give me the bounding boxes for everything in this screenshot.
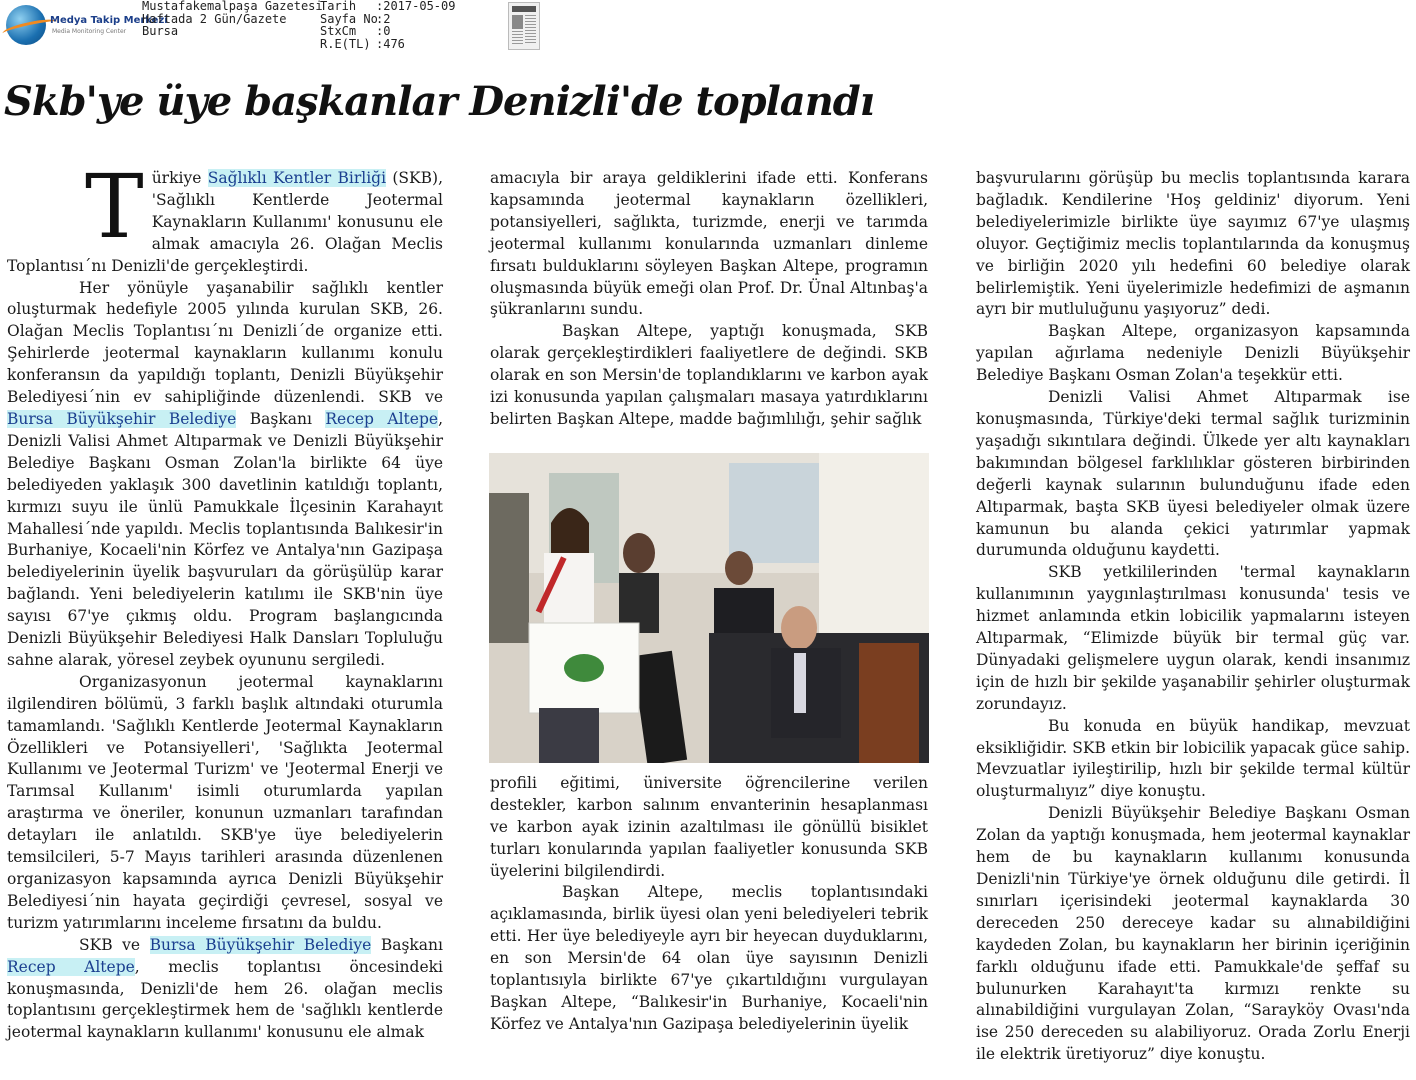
meeting-photo-illustration	[489, 453, 929, 763]
paragraph: Denizli Valisi Ahmet Altıparmak ise konuşmasında, Türkiye'deki termal sağlık turizminin yaşadığı sıkıntılara değindi. Ülkede yer altı kaynakları bakımından bölgesel farklılıklar gösteren birbirinden değerli kaynak sularının bulunduğunu ifade eden Altıparmak, başta SKB üyesi belediyeler olmak üzere kamunun bu alanda çekici yatırımlar yapmak durumunda olduğunu kaydetti.	[976, 388, 1410, 560]
logo-name: Medya Takip Merkezi	[50, 15, 168, 26]
re-row	[320, 38, 455, 51]
paragraph: başvurularını görüşüp bu meclis toplantısında karara bağladık. Kendilerine 'Hoş geldiniz' diyorum. Yeni belediyelerimizle birlikte üye sayımız 67'ye ulaşmış oluyor. Geçtiğimiz meclis toplantılarında da konuşmuş ve birliğin 2020 yılı hedefini 60 belediye olarak belirlemiştik. Yeni üyelerimizle hedefimizi de aşmanın ayrı bir mutluluğunu yaşıyoruz” dedi.	[976, 169, 1410, 319]
page-label: Sayfa No	[320, 11, 378, 26]
highlight-bursa: Bursa Büyükşehir Belediye	[149, 935, 372, 954]
paragraph: Her yönüyle yaşanabilir sağlıklı kentler oluşturmak hedefiyle 2005 yılında kurulan SKB, 26. Olağan Meclis Toplantısı´nı Denizli´de organize etti. Şehirlerde jeotermal kaynakların kullanımı konulu konferansın da yapıldığı toplantı, Denizli Büyükşehir Belediyesi´nin ev sahipliğinde düzenlendi. SKB ve Bursa Büyükşehir Belediye Başkanı Recep Altepe, Denizli Valisi Ahmet Altıparmak ve Denizli Büyükşehir Belediye Başkanı Osman Zolan'la birlikte 64 üye belediyeden yaklaşık 300 davetlinin katıldığı toplantı, kırmızı suyu ile ünlü Pamukkale İlçesinin Karahayıt Mahallesi´nde yapıldı. Meclis toplantısında Balıkesir'in Burhaniye, Kocaeli'nin Körfez ve Antalya'nın Gazipaşa belediyelerinin üyelik başvuruları da görüşülüp karar bağlandı. Yeni belediyelerin katılımı ile SKB'nin üye sayısı 67'ye çıkmış oldu. Program başlangıcında Denizli Büyükşehir Belediyesi Halk Dansları Topluluğu sahne alarak, yöresel zeybek oyununu sergiledi.	[7, 278, 443, 669]
article-photo	[489, 453, 929, 763]
paragraph: amacıyla bir araya geldiklerini ifade etti. Konferans kapsamında jeotermal kaynakların özellikleri, potansiyelleri, sağlıkta, turizmde, enerji ve tarımda jeotermal kullanımı konularında uzmanları dinleme fırsatı bulduklarını söyleyen Başkan Altepe, programın oluşmasında büyük emeği olan Prof. Dr. Ünal Altınbaş'a şükranlarını sundu.	[490, 169, 928, 319]
publication-city: Bursa	[142, 24, 179, 38]
paragraph: SKB ve Bursa Büyükşehir Belediye Başkanı Recep Altepe, meclis toplantısı öncesindeki konuşmasında, Denizli'de hem 26. olağan meclis toplantısını gerçekleştirmek hem de 'sağlıklı kentlerde jeotermal kaynakların kullanımı' konusunu ele almak	[7, 935, 443, 1042]
publication-name: Mustafakemalpaşa Gazetesi	[142, 0, 323, 13]
highlight-altepe: Recep Altepe	[7, 957, 135, 976]
date-label: Tarih	[320, 0, 357, 13]
logo-subtitle: Media Monitoring Center	[52, 28, 127, 35]
clipping-header	[0, 0, 1416, 60]
date-value: :2017-05-09	[376, 0, 456, 13]
highlight-bursa: Bursa Büyükşehir Belediye	[7, 409, 237, 428]
paragraph: Başkan Altepe, yaptığı konuşmada, SKB olarak gerçekleştirdikleri faaliyetlere de değindi. SKB olarak en son Mersin'de toplandıklarını ve karbon ayak izi konusunda yapılan çalışmaları masaya yatırdıklarını belirten Başkan Altepe, madde bağımlılığı, şehir sağlık	[490, 322, 928, 428]
re-label: R.E(TL)	[320, 36, 371, 51]
paragraph: Denizli Büyükşehir Belediye Başkanı Osman Zolan da yaptığı konuşmada, hem jeotermal kaynaklar hem de bu kaynakların kullanımı konusunda Denizli'nin Türkiye'ye örnek olduğunu dile getirdi. İl sınırları içerisindeki jeotermal kaynaklarda 30 dereceden 250 dereceye kadar su alınabildiğini kaydeden Zolan, bu kaynakların her birinin içeriğinin farklı olduğunu ifade etti. Pamukkale'de şeffaf su bulunurken Karahayıt'ta kırmızı renkte su alınabildiğini vurgulayan Zolan, “Sarayköy Ovası'nda ise 250 dereceden su alabiliyoruz. Orada Zorlu Enerji ile elektrik üretiyoruz” diye konuştu.	[976, 804, 1410, 1064]
re-value: :476	[376, 36, 405, 51]
page-value: :2	[376, 11, 391, 26]
stxcm-value: :0	[376, 24, 391, 38]
paragraph: Organizasyonun jeotermal kaynaklarını ilgilendiren bölümü, 3 farklı başlık altındaki oturumla tamamlandı. 'Sağlıklı Kentlerde Jeotermal Kaynakların Özellikleri ve Potansiyelleri', 'Sağlıkta Jeotermal Kullanımı ve Jeotermal Turizm' ve 'Jeotermal Enerji ve Tarımsal Kullanım' isimli oturumlarda yapılan araştırma ve öneriler, konunun uzmanları tarafından detayları ile anlatıldı. SKB'ye üye belediyelerin temsilcileri, 5-7 Mayıs tarihleri arasında düzenlenen organizasyon kapsamında ayrıca Denizli Büyükşehir Belediyesi´nin hayata geçirdiği çevresel, sosyal ve turizm yatırımlarını inceleme fırsatını da buldu.	[7, 672, 443, 932]
publication-info	[142, 0, 323, 38]
publication-frequency: Haftada 2 Gün/Gazete	[142, 11, 287, 26]
paragraph: Başkan Altepe, organizasyon kapsamında yapılan ağırlama nedeniyle Denizli Büyükşehir Belediye Başkanı Osman Zolan'a teşekkür etti.	[976, 322, 1410, 385]
stxcm-label: StxCm	[320, 24, 357, 38]
highlight-skb: Sağlıklı Kentler Birliği	[207, 169, 387, 187]
article-headline: Skb'ye üye başkanlar Denizli'de toplandı	[4, 78, 874, 125]
page-thumbnail[interactable]	[508, 2, 540, 50]
paragraph: profili eğitimi, üniversite öğrencilerine verilen destekler, karbon salınım envanterinin hesaplanması ve karbon ayak izinin azaltılması ile gönüllü bisiklet turları konularında yapılan faaliyetler konusunda SKB üyelerini bilgilendirdi.	[490, 773, 928, 880]
article-column-1	[7, 155, 443, 1044]
paragraph: SKB yetkililerinden 'termal kaynakların kullanımının yaygınlaştırılması konusunda' tesis ve hizmet anlamında etkin lobicilik yapmalarını isteyen Altıparmak, “Elimizde büyük bir termal güç var. Dünyadaki gelişmelere uygun olarak, kendi insanımız için de hızlı bir şekilde yaşanabilir şehirler oluşturmak zorundayız.	[976, 563, 1410, 713]
highlight-altepe: Recep Altepe	[325, 409, 439, 428]
article-column-3	[976, 168, 1410, 1066]
paragraph: Türkiye Sağlıklı Kentler Birliği (SKB), 'Sağlıklı Kentlerde Jeotermal Kaynakların Kullanımı' konusunu ele almak amacıyla 26. Olağan Meclis Toplantısı´nı Denizli'de gerçekleştirdi.	[7, 155, 443, 275]
drop-cap: T	[85, 155, 144, 258]
paragraph: Bu konuda en büyük handikap, mevzuat eksikliğidir. SKB etkin bir lobicilik yapacak güce sahip. Mevzuatlar iyileştirilip, hızlı bir şekilde termal kültür oluşturmalıyız” diye konuştu.	[976, 716, 1410, 801]
clipping-details	[320, 0, 455, 50]
paragraph: Başkan Altepe, meclis toplantısındaki açıklamasında, birlik üyesi olan yeni belediyeleri tebrik etti. Her üye belediyeyle ayrı bir heyecan duyduklarını, en son Mersin'de 64 olan üye sayısının Denizli toplantısıyla birlikte 67'ye çıkartıldığını vurgulayan Başkan Altepe, “Balıkesir'in Burhaniye, Kocaeli'nin Körfez ve Antalya'nın Gazipaşa belediyelerinin üyelik	[490, 883, 928, 1033]
